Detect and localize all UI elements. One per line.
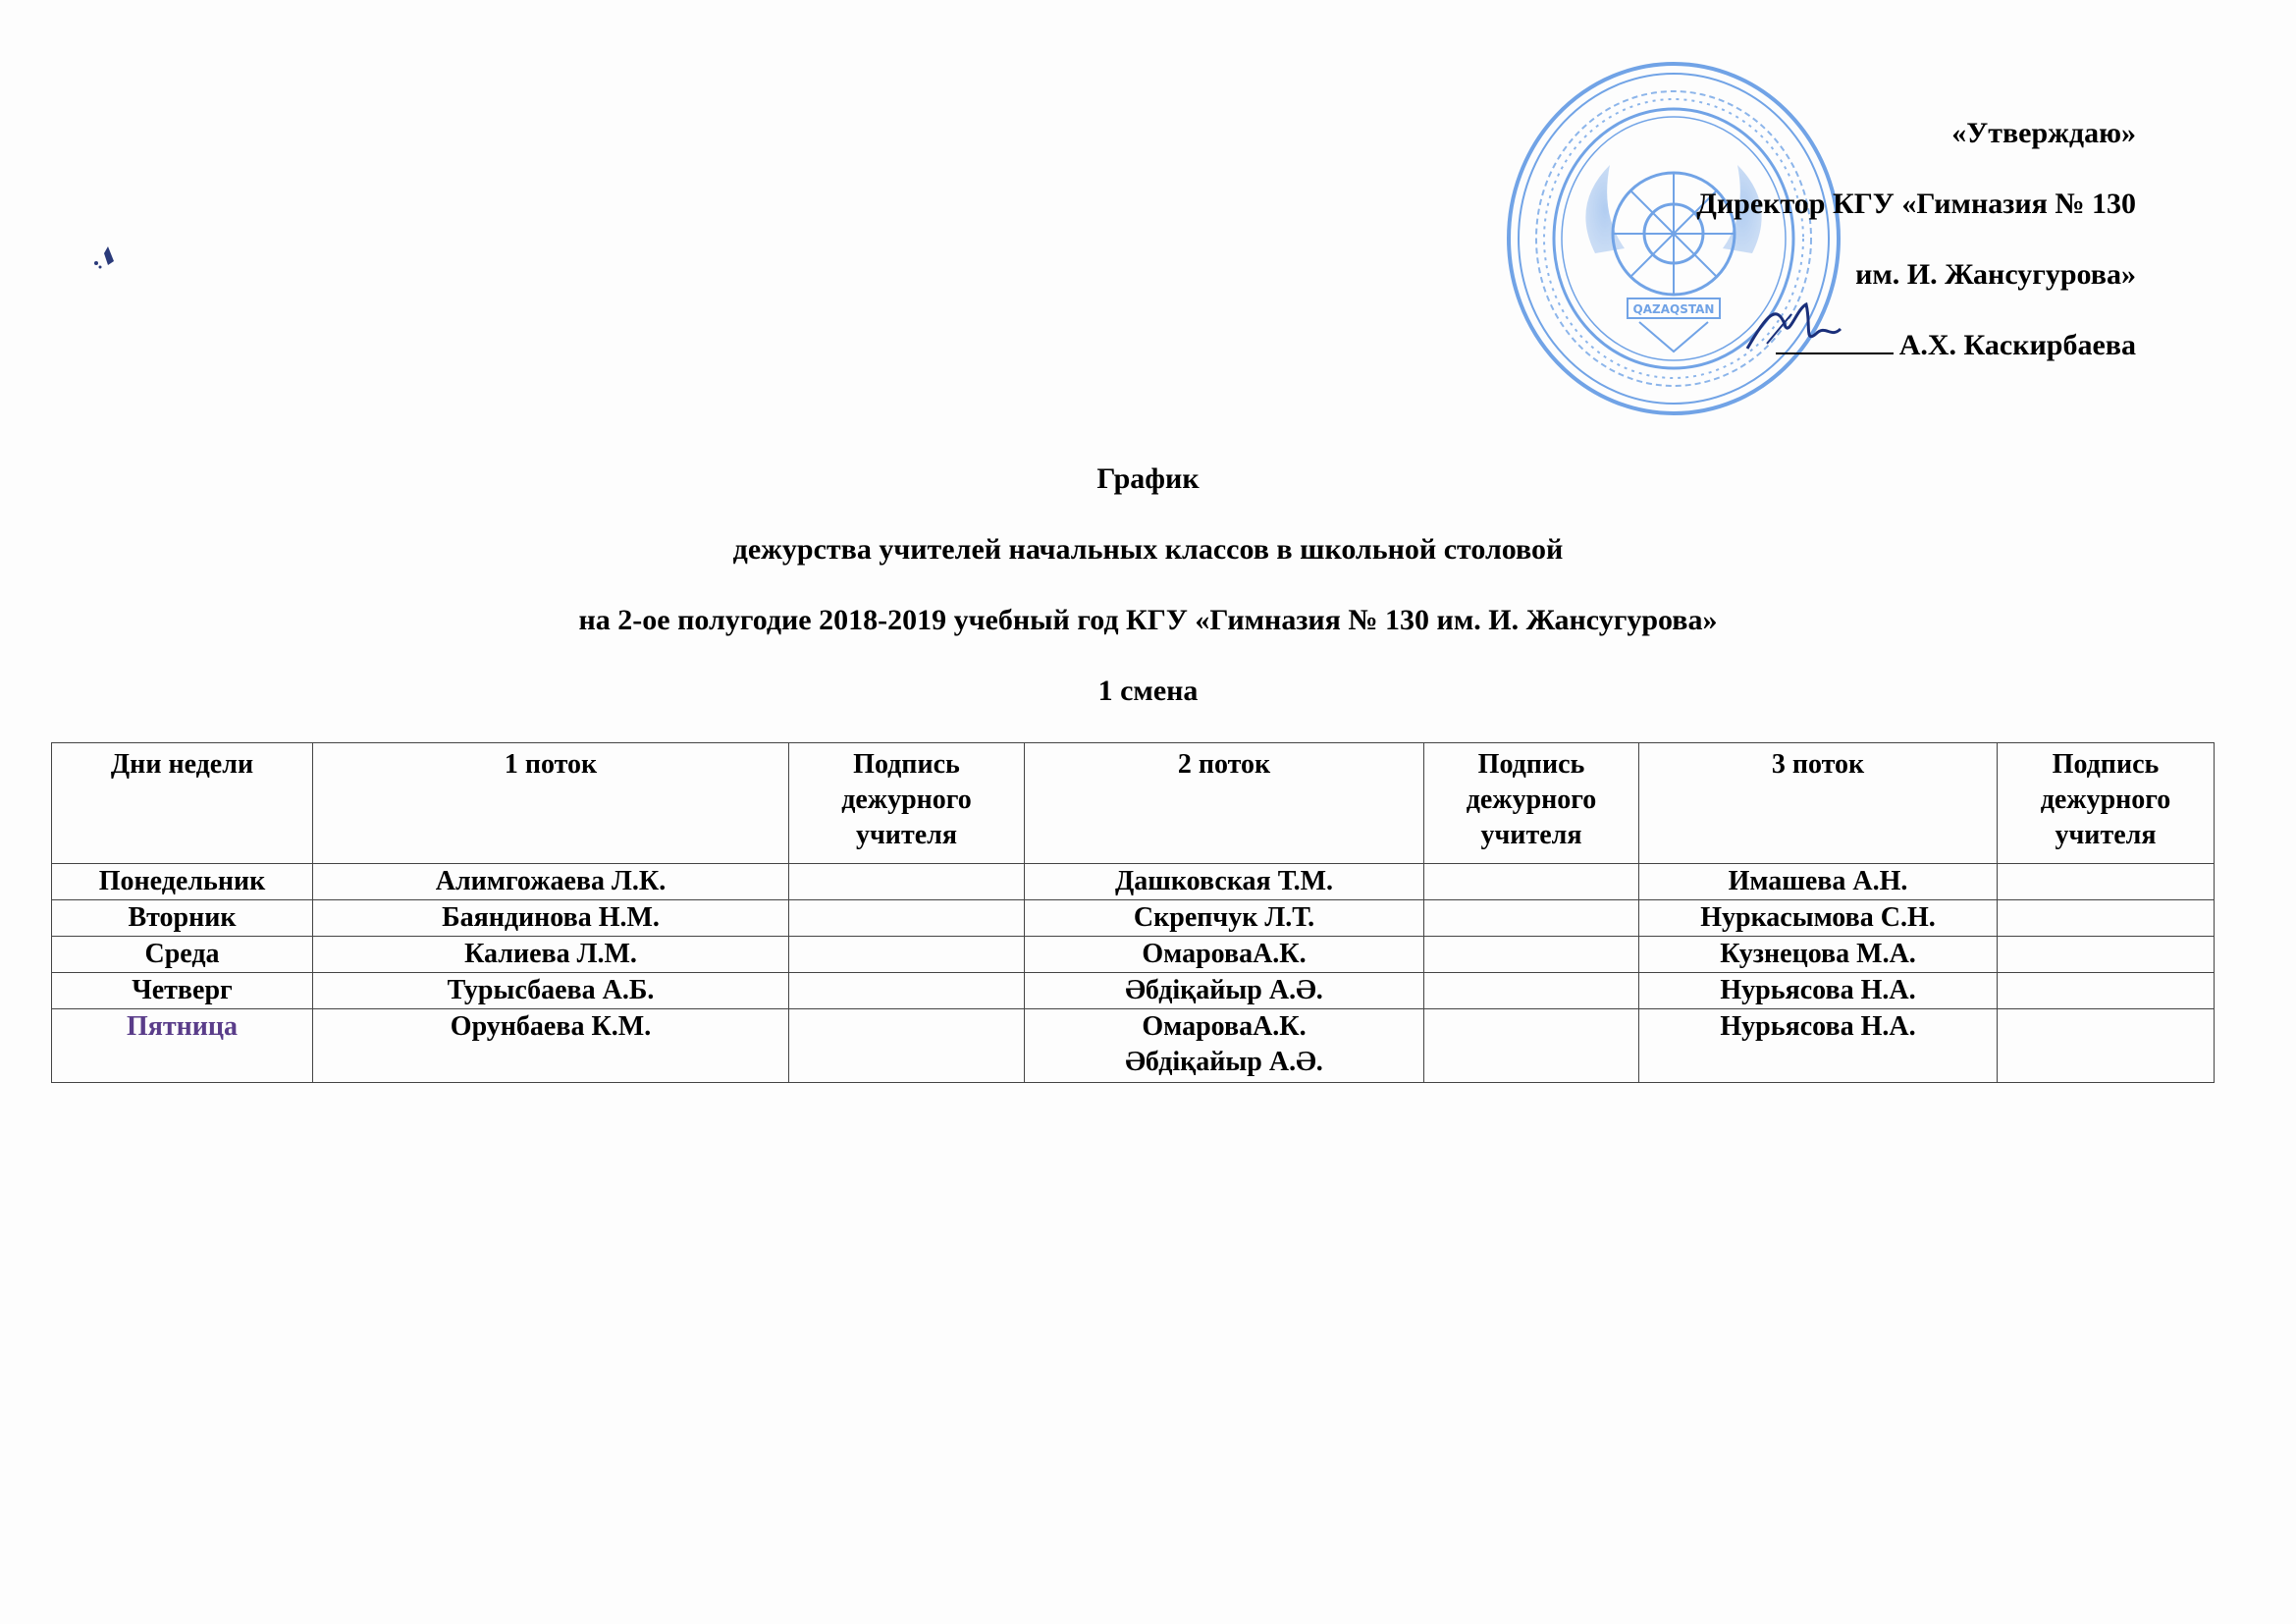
- header-signature-1: Подпись дежурного учителя: [789, 743, 1025, 864]
- cell-signature-3: [1998, 937, 2215, 973]
- table-row: [52, 973, 2215, 1009]
- cell-signature-1: [789, 973, 1025, 1009]
- cell-stream-1: Орунбаева К.М.: [313, 1009, 789, 1083]
- table-row: [52, 937, 2215, 973]
- cell-signature-3: [1998, 900, 2215, 937]
- cell-day: Пятница: [52, 1009, 313, 1083]
- cell-stream-2: Дашковская Т.М.: [1025, 864, 1424, 900]
- cell-day: Четверг: [52, 973, 313, 1009]
- table-header-row: [52, 743, 2215, 864]
- cell-signature-2: [1424, 1009, 1639, 1083]
- header-stream-1: 1 поток: [313, 743, 789, 864]
- table-row: [52, 864, 2215, 900]
- signature-line: [1776, 327, 1894, 354]
- cell-stream-2: Әбдіқайыр А.Ә.: [1025, 973, 1424, 1009]
- cell-day: Понедельник: [52, 864, 313, 900]
- cell-signature-2: [1424, 937, 1639, 973]
- cell-signature-3: [1998, 1009, 2215, 1083]
- cell-stream-3: Нурьясова Н.А.: [1639, 1009, 1998, 1083]
- cell-stream-2-line-2: Әбдіқайыр А.Ә.: [1125, 1047, 1323, 1077]
- cell-signature-3: [1998, 864, 2215, 900]
- document-title: График: [1096, 462, 1200, 495]
- cell-stream-1: Калиева Л.М.: [313, 937, 789, 973]
- cell-signature-2: [1424, 973, 1639, 1009]
- cell-stream-3: Нурьясова Н.А.: [1639, 973, 1998, 1009]
- cell-stream-3: Имашева А.Н.: [1639, 864, 1998, 900]
- header-signature-3: Подпись дежурного учителя: [1998, 743, 2215, 864]
- cell-stream-3: Кузнецова М.А.: [1639, 937, 1998, 973]
- cell-signature-1: [789, 900, 1025, 937]
- approval-signatory: [1449, 310, 2136, 381]
- approval-heading: «Утверждаю»: [1951, 117, 2136, 149]
- approval-school-name: им. И. Жансугурова»: [1855, 258, 2136, 291]
- cell-signature-3: [1998, 973, 2215, 1009]
- duty-schedule-table: [51, 742, 2215, 1083]
- approval-position: Директор КГУ «Гимназия № 130: [1696, 188, 2136, 220]
- cell-stream-3: Нуркасымова С.Н.: [1639, 900, 1998, 937]
- document-subtitle: дежурства учителей начальных классов в школьной столовой: [732, 533, 1564, 566]
- cell-day: Вторник: [52, 900, 313, 937]
- cell-signature-1: [789, 864, 1025, 900]
- document-shift: 1 смена: [1097, 675, 1199, 707]
- cell-day: Среда: [52, 937, 313, 973]
- document-title-block: [0, 461, 2296, 744]
- cell-stream-2: ОмароваА.К.: [1025, 937, 1424, 973]
- header-signature-2: Подпись дежурного учителя: [1424, 743, 1639, 864]
- approval-director-name: А.Х. Каскирбаева: [1898, 329, 2136, 361]
- cell-stream-2-line-1: ОмароваА.К.: [1142, 1011, 1307, 1042]
- cell-signature-2: [1424, 864, 1639, 900]
- cell-signature-2: [1424, 900, 1639, 937]
- cell-stream-2: Скрепчук Л.Т.: [1025, 900, 1424, 937]
- cell-signature-1: [789, 1009, 1025, 1083]
- header-stream-2: 2 поток: [1025, 743, 1424, 864]
- stamp-text: QAZAQSTAN: [1632, 302, 1715, 316]
- cell-stream-2: [1025, 1009, 1424, 1083]
- header-days: Дни недели: [52, 743, 313, 864]
- cell-stream-1: Турысбаева А.Б.: [313, 973, 789, 1009]
- header-stream-3: 3 поток: [1639, 743, 1998, 864]
- cell-signature-1: [789, 937, 1025, 973]
- approval-block: [1449, 98, 2136, 381]
- ink-mark: [88, 242, 128, 271]
- cell-stream-1: Баяндинова Н.М.: [313, 900, 789, 937]
- table-row: [52, 900, 2215, 937]
- document-period: на 2-ое полугодие 2018-2019 учебный год КГУ «Гимназия № 130 им. И. Жансугурова»: [578, 604, 1718, 636]
- cell-stream-1: Алимгожаева Л.К.: [313, 864, 789, 900]
- table-row: [52, 1009, 2215, 1083]
